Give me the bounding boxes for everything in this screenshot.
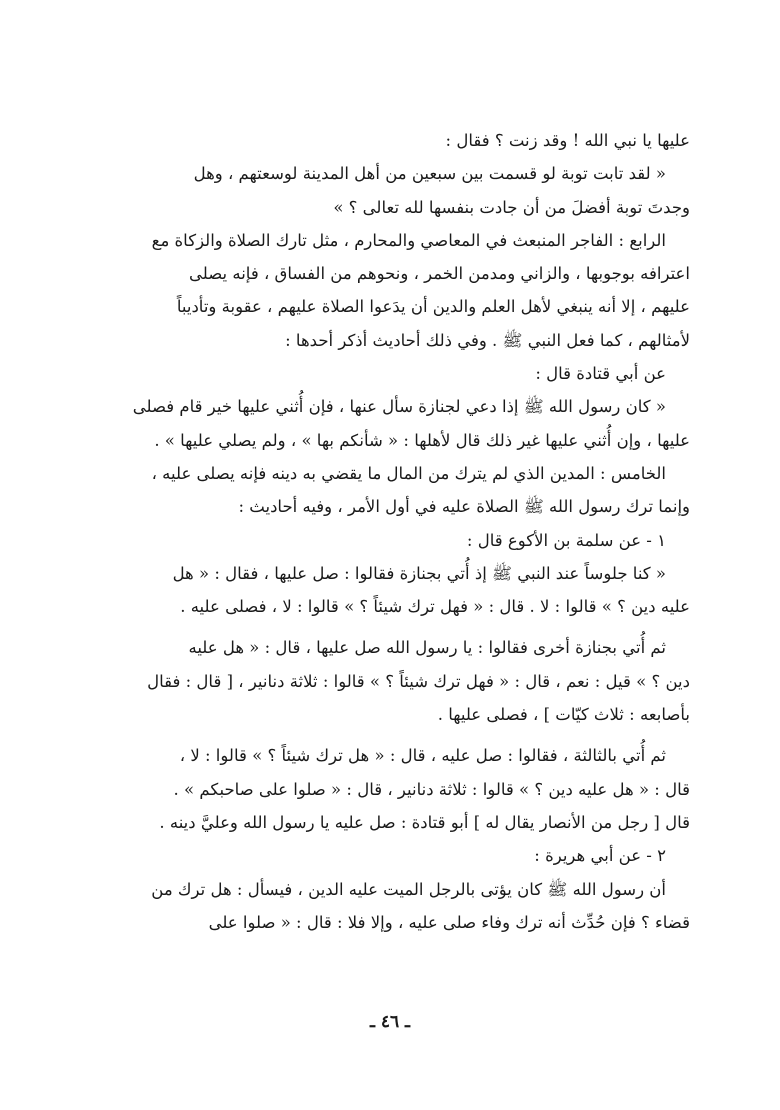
text-line: عليهم ، إلا أنه ينبغي لأهل العلم والدين أن يدَعوا الصلاة عليهم ، عقوبة وتأديباً	[176, 297, 690, 317]
text-line: عن أبي قتادة قال :	[535, 364, 666, 384]
text-line: ثم أُتي بجنازة أخرى فقالوا : يا رسول الله صل عليها ، قال : « هل عليه	[188, 638, 666, 658]
text-line: « كنا جلوساً عند النبي ﷺ إذ أُتي بجنازة فقالوا : صل عليها ، فقال : « هل	[172, 563, 666, 583]
body-text	[112, 124, 690, 939]
text-line: عليها يا نبي الله ! وقد زنت ؟ فقال :	[445, 131, 690, 150]
text-line: « لقد تابت توبة لو قسمت بين سبعين من أهل المدينة لوسعتهم ، وهل	[193, 164, 666, 184]
page-number: ـ ٤٦ ـ	[369, 1012, 411, 1032]
text-line: ١ - عن سلمة بن الأكوع قال :	[466, 530, 666, 550]
text-line: عليها ، وإن أُثني عليها غير ذلك قال لأهلها : « شأنكم بها » ، ولم يصلي عليها » .	[154, 430, 690, 450]
text-line: قال : « هل عليه دين ؟ » قالوا : ثلاثة دنانير ، قال : « صلوا على صاحبكم » .	[173, 779, 690, 799]
text-line: دين ؟ » قيل : نعم ، قال : « فهل ترك شيئاً ؟ » قالوا : ثلاثة دنانير ، [ قال : فقال	[147, 671, 690, 691]
text-line: ثم أُتي بالثالثة ، فقالوا : صل عليه ، قال : « هل ترك شيئاً ؟ » قالوا : لا ،	[179, 746, 666, 766]
text-line: اعترافه بوجوبها ، والزاني ومدمن الخمر ، ونحوهم من الفساق ، فإنه يصلى	[189, 264, 690, 284]
text-line: وجدتَ توبة أفضلَ من أن جادت بنفسها لله تعالى ؟ »	[333, 197, 690, 217]
text-line: أن رسول الله ﷺ كان يؤتى بالرجل الميت عليه الدين ، فيسأل : هل ترك من	[151, 879, 666, 899]
text-line: « كان رسول الله ﷺ إذا دعي لجنازة سأل عنها ، فإن أُثني عليها خير قام فصلى	[132, 397, 666, 417]
text-line: الخامس : المدين الذي لم يترك من المال ما يقضي به دينه فإنه يصلى عليه ،	[151, 463, 666, 483]
text-line: الرابع : الفاجر المنبعث في المعاصي والمحارم ، مثل تارك الصلاة والزكاة مع	[151, 230, 666, 250]
text-line: وإنما ترك رسول الله ﷺ الصلاة عليه في أول الأمر ، وفيه أحاديث :	[238, 497, 690, 517]
text-line: ٢ - عن أبي هريرة :	[534, 846, 666, 866]
text-line: قضاء ؟ فإن حُدِّث أنه ترك وفاء صلى عليه ، وإلا فلا : قال : « صلوا على	[208, 912, 690, 932]
text-line: لأمثالهم ، كما فعل النبي ﷺ . وفي ذلك أحاديث أذكر أحدها :	[285, 330, 690, 350]
text-line: بأصابعه : ثلاث كيّات ] ، فصلى عليها .	[437, 705, 690, 725]
text-line: عليه دين ؟ » قالوا : لا . قال : « فهل ترك شيئاً ؟ » قالوا : لا ، فصلى عليه .	[180, 597, 690, 617]
text-line: قال [ رجل من الأنصار يقال له ] أبو قتادة : صل عليه يا رسول الله وعليَّ دينه .	[159, 812, 690, 832]
